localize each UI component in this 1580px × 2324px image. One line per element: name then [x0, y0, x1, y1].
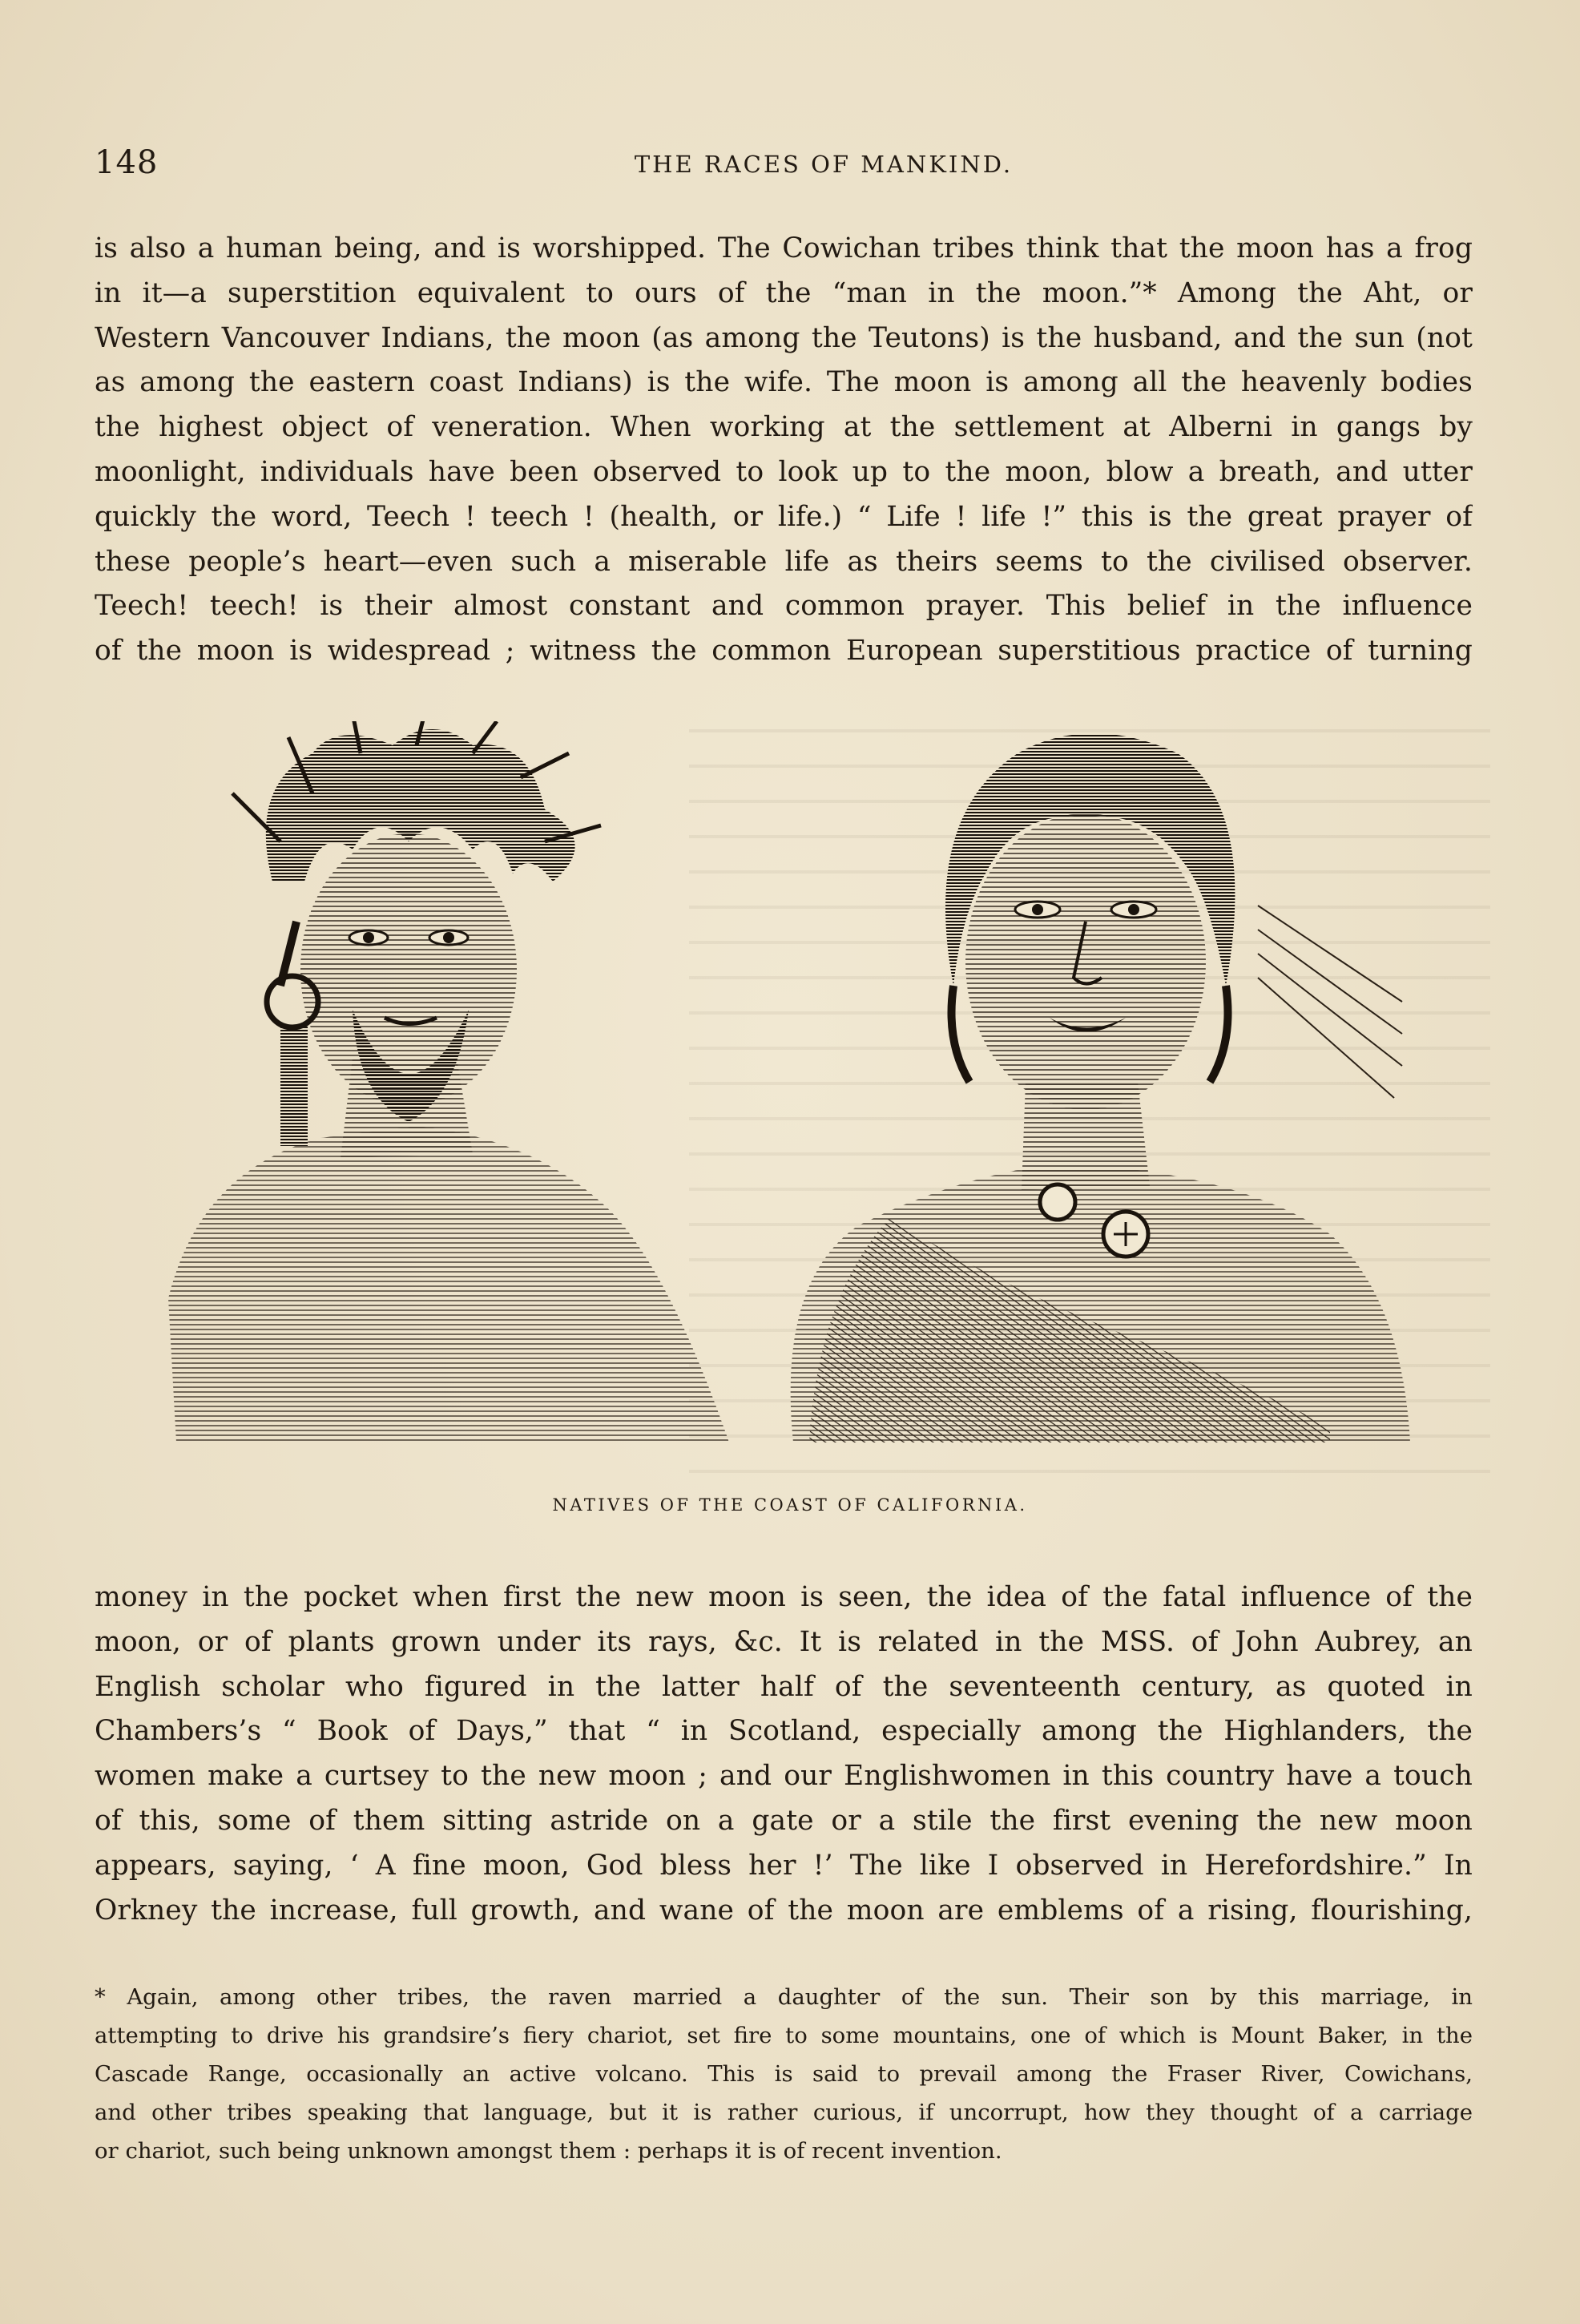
text-line: the highest object of veneration. When working at the settlement at Alberni in gangs by [95, 411, 1473, 444]
engraving-illustration [152, 721, 1434, 1483]
text-line: is also a human being, and is worshipped. The Cowichan tribes think that the moon has a frog [95, 232, 1473, 264]
running-title: THE RACES OF MANKIND. [634, 151, 1014, 178]
footnote [95, 1978, 1473, 2170]
text-line: appears, saying, ‘ A fine moon, God bless her !’ The like I observed in Herefordshire.” In [95, 1849, 1473, 1882]
text-line: of this, some of them sitting astride on a gate or a stile the first evening the new moon [95, 1804, 1473, 1837]
text-line: money in the pocket when first the new moon is seen, the idea of the fatal influence of the [95, 1581, 1473, 1613]
paragraph-top [95, 227, 1473, 674]
portrait-man [168, 721, 729, 1442]
page-header [95, 144, 1473, 192]
text-line: Chambers’s “ Book of Days,” that “ in Scotland, especially among the Highlanders, the [95, 1715, 1473, 1748]
footnote-line: or chariot, such being unknown amongst them : perhaps it is of recent invention. [95, 2138, 1002, 2164]
text-line: Teech! teech! is their almost constant and common prayer. This belief in the influence [95, 590, 1473, 623]
footnote-line: attempting to drive his grandsire’s fiery chariot, set fire to some mountains, one of which is Mount Baker, in the [95, 2023, 1473, 2048]
footnote-line: Cascade Range, occasionally an active volcano. This is said to prevail among the Fraser River, Cowichans, [95, 2061, 1473, 2087]
portrait-woman [791, 733, 1410, 1442]
text-line: women make a curtsey to the new moon ; and our Englishwomen in this country have a touch [95, 1760, 1473, 1793]
text-line: of the moon is widespread ; witness the common European superstitious practice of turning [95, 635, 1473, 668]
text-line: Western Vancouver Indians, the moon (as among the Teutons) is the husband, and the sun (not [95, 321, 1473, 354]
footnote-line: * Again, among other tribes, the raven married a daughter of the sun. Their son by this marriage, in [95, 1984, 1473, 2010]
figure-caption: NATIVES OF THE COAST OF CALIFORNIA. [552, 1495, 1028, 1515]
text-line: Orkney the increase, full growth, and wane of the moon are emblems of a rising, flourishing, [95, 1894, 1473, 1927]
text-line: moon, or of plants grown under its rays, &c. It is related in the MSS. of John Aubrey, an [95, 1625, 1473, 1658]
text-line: as among the eastern coast Indians) is the wife. The moon is among all the heavenly bodies [95, 366, 1473, 399]
text-line: in it—a superstition equivalent to ours of the “man in the moon.”* Among the Aht, or [95, 276, 1473, 309]
text-line: quickly the word, Teech ! teech ! (health, or life.) “ Life ! life !” this is the great prayer of [95, 500, 1473, 533]
footnote-line: and other tribes speaking that language, but it is rather curious, if uncorrupt, how they thought of a carriage [95, 2100, 1473, 2125]
text-line: moonlight, individuals have been observed to look up to the moon, blow a breath, and utter [95, 455, 1473, 488]
page-number: 148 [95, 144, 159, 181]
paragraph-bottom [95, 1576, 1473, 1933]
text-line: these people’s heart—even such a miserable life as theirs seems to the civilised observer. [95, 545, 1473, 578]
text-line: English scholar who figured in the latter half of the seventeenth century, as quoted in [95, 1670, 1473, 1703]
